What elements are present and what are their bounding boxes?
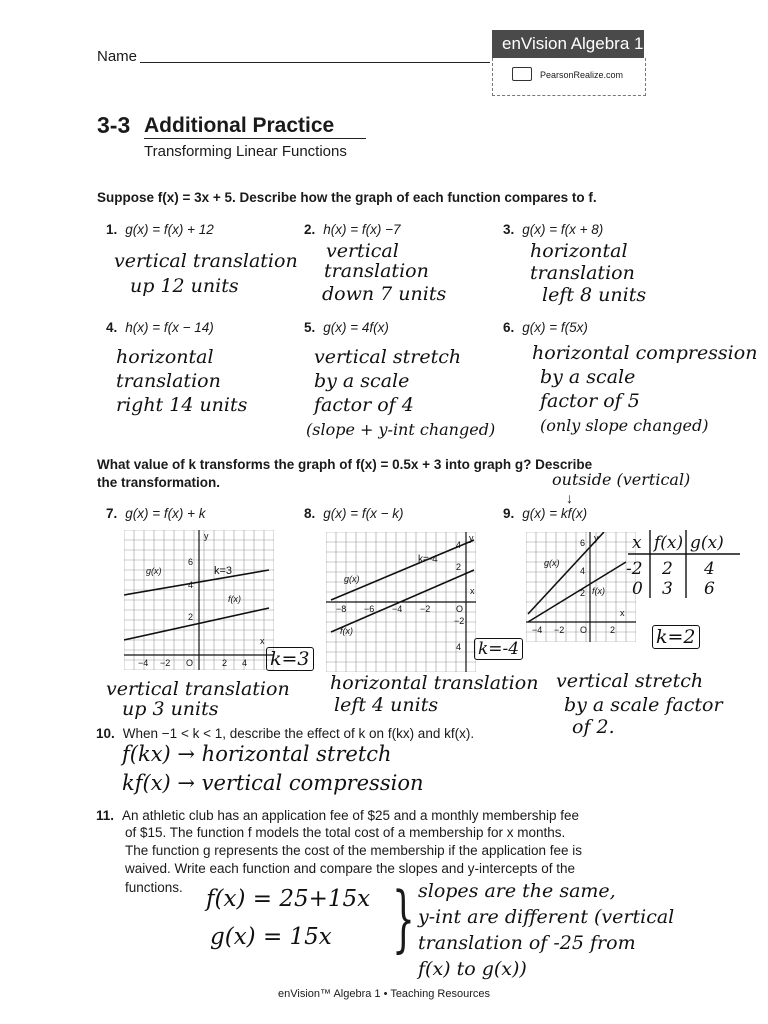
part2-instruction-2: the transformation. xyxy=(97,475,221,490)
graph-7 xyxy=(124,530,274,670)
answer-9-line-1: vertical stretch xyxy=(556,670,704,692)
table-header-fx: f(x) xyxy=(654,533,684,553)
answer-11-g: g(x) = 15x xyxy=(210,924,332,950)
graph-7-tick-2x: 2 xyxy=(222,658,228,668)
problem-number: 4. xyxy=(106,320,118,335)
problem-eq: h(x) = f(x − 14) xyxy=(125,320,214,335)
graph-7-tick-n4: −4 xyxy=(138,658,149,668)
table-cell: 3 xyxy=(662,579,673,599)
answer-11-right-2: y-int are different (vertical xyxy=(418,906,675,928)
graph-9-y-label: y xyxy=(594,533,599,543)
problem-text-line-3: The function g represents the cost of the membership if the application fee is xyxy=(125,843,583,858)
graph-9-label-f: f(x) xyxy=(592,586,605,596)
problem-number: 11. xyxy=(96,808,115,823)
answer-3-line-2: translation xyxy=(530,262,635,284)
problem-number: 6. xyxy=(503,320,515,335)
graph-8-origin: O xyxy=(456,604,464,614)
graph-9-tick-2x: 2 xyxy=(610,625,616,635)
graph-9-tick-n4: −4 xyxy=(532,625,543,635)
answer-4-line-3: right 14 units xyxy=(116,394,248,416)
xy-table xyxy=(624,528,744,600)
answer-10-line-1: f(kx) → horizontal stretch xyxy=(122,742,392,766)
answer-7-line-2: up 3 units xyxy=(122,698,219,720)
answer-2-line-3: down 7 units xyxy=(322,283,447,305)
problem-eq: h(x) = f(x) −7 xyxy=(323,222,401,237)
graph-7-y-label: y xyxy=(204,531,209,541)
problem-8 xyxy=(304,506,404,521)
table-header-x: x xyxy=(632,533,642,553)
answer-8-line-2: left 4 units xyxy=(334,694,439,716)
problem-text: When −1 < k < 1, describe the effect of k on f(kx) and kf(x). xyxy=(122,726,475,741)
graph-8-tick-n2: −2 xyxy=(454,616,465,626)
graph-7-tick-6: 6 xyxy=(188,557,194,567)
answer-1-line-1: vertical translation xyxy=(114,250,298,272)
section-title: Additional Practice xyxy=(144,114,335,137)
answer-5-line-4: (slope + y-int changed) xyxy=(306,420,496,439)
graph-9-tick-4: 4 xyxy=(580,566,586,576)
graph-7-line-f xyxy=(124,608,269,640)
answer-4-line-1: horizontal xyxy=(116,346,214,368)
problem-10 xyxy=(96,726,474,741)
problem-number: 10. xyxy=(96,726,115,741)
problem-text-line-4: waived. Write each function and compare the slopes and y-intercepts of the xyxy=(125,861,576,876)
graph-9-label-g: g(x) xyxy=(544,558,560,568)
answer-9-line-2: by a scale factor xyxy=(564,694,723,716)
problem-6 xyxy=(503,320,588,335)
graph-8-tick-n8: −8 xyxy=(336,604,347,614)
problem-5 xyxy=(304,320,389,335)
problem-text-line-1: An athletic club has an application fee of $25 and a monthly membership fee xyxy=(122,808,580,823)
answer-6-line-1: horizontal compression xyxy=(532,342,758,364)
graph-8-tick-4: 4 xyxy=(456,540,462,550)
problem-4 xyxy=(106,320,214,335)
answer-10-line-2: kf(x) → vertical compression xyxy=(122,771,424,795)
graph-8-tick-n4: 4 xyxy=(456,642,462,652)
answer-6-line-2: by a scale xyxy=(540,366,636,388)
problem-number: 9. xyxy=(503,506,515,521)
graph-7-k-mark: k=3 xyxy=(214,565,233,577)
problem-eq: g(x) = f(x) + k xyxy=(125,506,206,521)
graph-8-y-label: y xyxy=(469,533,474,543)
graph-7-tick-2: 2 xyxy=(188,612,194,622)
problem-9 xyxy=(503,506,587,521)
problem-number: 2. xyxy=(304,222,316,237)
answer-5-line-1: vertical stretch xyxy=(314,346,462,368)
answer-5-line-2: by a scale xyxy=(314,370,410,392)
graph-8-tick-n6: −6 xyxy=(364,604,375,614)
graph-8-tick-n2x: −2 xyxy=(420,604,431,614)
problem-text-line-2: of $15. The function f models the total cost of a membership for x months. xyxy=(125,825,566,840)
section-subtitle: Transforming Linear Functions xyxy=(144,143,347,160)
brand-logo: enVision Algebra 1 xyxy=(492,30,644,58)
answer-6-line-3: factor of 5 xyxy=(540,390,640,412)
problem-eq: g(x) = f(5x) xyxy=(522,320,588,335)
problem-number: 1. xyxy=(106,222,118,237)
part1-instruction: Suppose f(x) = 3x + 5. Describe how the graph of each function compares to f. xyxy=(97,190,597,205)
problem-3 xyxy=(503,222,603,237)
graph-9-tick-6: 6 xyxy=(580,538,586,548)
answer-3-line-1: horizontal xyxy=(530,240,628,262)
graph-9 xyxy=(526,532,636,642)
table-cell: -2 xyxy=(626,559,643,579)
problem-number: 8. xyxy=(304,506,316,521)
answer-11-right-4: f(x) to g(x)) xyxy=(418,958,527,980)
name-label: Name xyxy=(97,48,138,65)
problem-text-line-5: functions. xyxy=(125,880,183,895)
answer-7-line-1: vertical translation xyxy=(106,678,290,700)
graph-9-x-label: x xyxy=(620,608,625,618)
k-answer-8: k=-4 xyxy=(474,638,523,661)
monitor-icon xyxy=(512,67,532,81)
table-cell: 0 xyxy=(632,579,643,599)
problem-eq: g(x) = kf(x) xyxy=(522,506,588,521)
graph-7-origin: O xyxy=(186,658,194,668)
part2-instruction-1: What value of k transforms the graph of f(x) = 0.5x + 3 into graph g? Describe xyxy=(97,457,593,472)
answer-8-line-1: horizontal translation xyxy=(330,672,539,694)
table-header-gx: g(x) xyxy=(690,533,724,553)
problem-number: 5. xyxy=(304,320,316,335)
graph-7-tick-4x: 4 xyxy=(242,658,248,668)
section-number: 3-3 xyxy=(97,112,131,138)
graph-8-line-g xyxy=(331,540,474,600)
curly-brace-icon: } xyxy=(392,876,415,960)
table-cell: 2 xyxy=(662,559,673,579)
page-footer: enVision™ Algebra 1 • Teaching Resources xyxy=(278,988,490,1000)
graph-8-label-f: f(x) xyxy=(340,626,353,636)
answer-11-right-3: translation of -25 from xyxy=(418,932,636,954)
k-answer-9: k=2 xyxy=(652,626,700,649)
site-url: PearsonRealize.com xyxy=(540,70,624,80)
problem-eq: g(x) = 4f(x) xyxy=(323,320,389,335)
graph-7-x-label: x xyxy=(260,636,265,646)
answer-3-line-3: left 8 units xyxy=(542,284,647,306)
name-line[interactable] xyxy=(140,62,490,63)
graph-7-tick-n2: −2 xyxy=(160,658,171,668)
answer-11-f: f(x) = 25+15x xyxy=(206,886,371,912)
graph-7-label-f: f(x) xyxy=(228,594,241,604)
graph-8-label-g: g(x) xyxy=(344,574,360,584)
k-answer-7: k=3 xyxy=(266,648,314,671)
problem-eq: g(x) = f(x) + 12 xyxy=(125,222,214,237)
problem-eq: g(x) = f(x + 8) xyxy=(522,222,604,237)
problem-7 xyxy=(106,506,206,521)
graph-9-origin: O xyxy=(580,625,588,635)
arrow-down-icon: ↓ xyxy=(566,490,573,506)
problem-1 xyxy=(106,222,214,237)
title-underline xyxy=(144,138,366,139)
problem-11 xyxy=(96,808,579,823)
outside-note: outside (vertical) xyxy=(552,470,691,489)
answer-11-right-1: slopes are the same, xyxy=(418,880,616,902)
graph-9-tick-2: 2 xyxy=(580,588,586,598)
problem-number: 7. xyxy=(106,506,118,521)
problem-eq: g(x) = f(x − k) xyxy=(323,506,404,521)
graph-9-tick-n2: −2 xyxy=(554,625,565,635)
answer-9-line-3: of 2. xyxy=(572,716,615,738)
problem-2 xyxy=(304,222,401,237)
graph-8-x-label: x xyxy=(470,586,475,596)
answer-2-line-1: vertical xyxy=(326,240,399,262)
graph-8-tick-2: 2 xyxy=(456,562,462,572)
graph-7-label-g: g(x) xyxy=(146,566,162,576)
table-cell: 4 xyxy=(704,559,715,579)
graph-8-tick-n4x: −4 xyxy=(392,604,403,614)
answer-2-line-2: translation xyxy=(324,260,429,282)
graph-8 xyxy=(326,532,476,672)
problem-number: 3. xyxy=(503,222,515,237)
answer-5-line-3: factor of 4 xyxy=(314,394,414,416)
answer-1-line-2: up 12 units xyxy=(130,275,239,297)
graph-8-k-mark: k=-4 xyxy=(418,554,438,565)
graph-7-tick-4: 4 xyxy=(188,580,194,590)
answer-4-line-2: translation xyxy=(116,370,221,392)
table-cell: 6 xyxy=(704,579,715,599)
answer-6-line-4: (only slope changed) xyxy=(540,416,709,435)
